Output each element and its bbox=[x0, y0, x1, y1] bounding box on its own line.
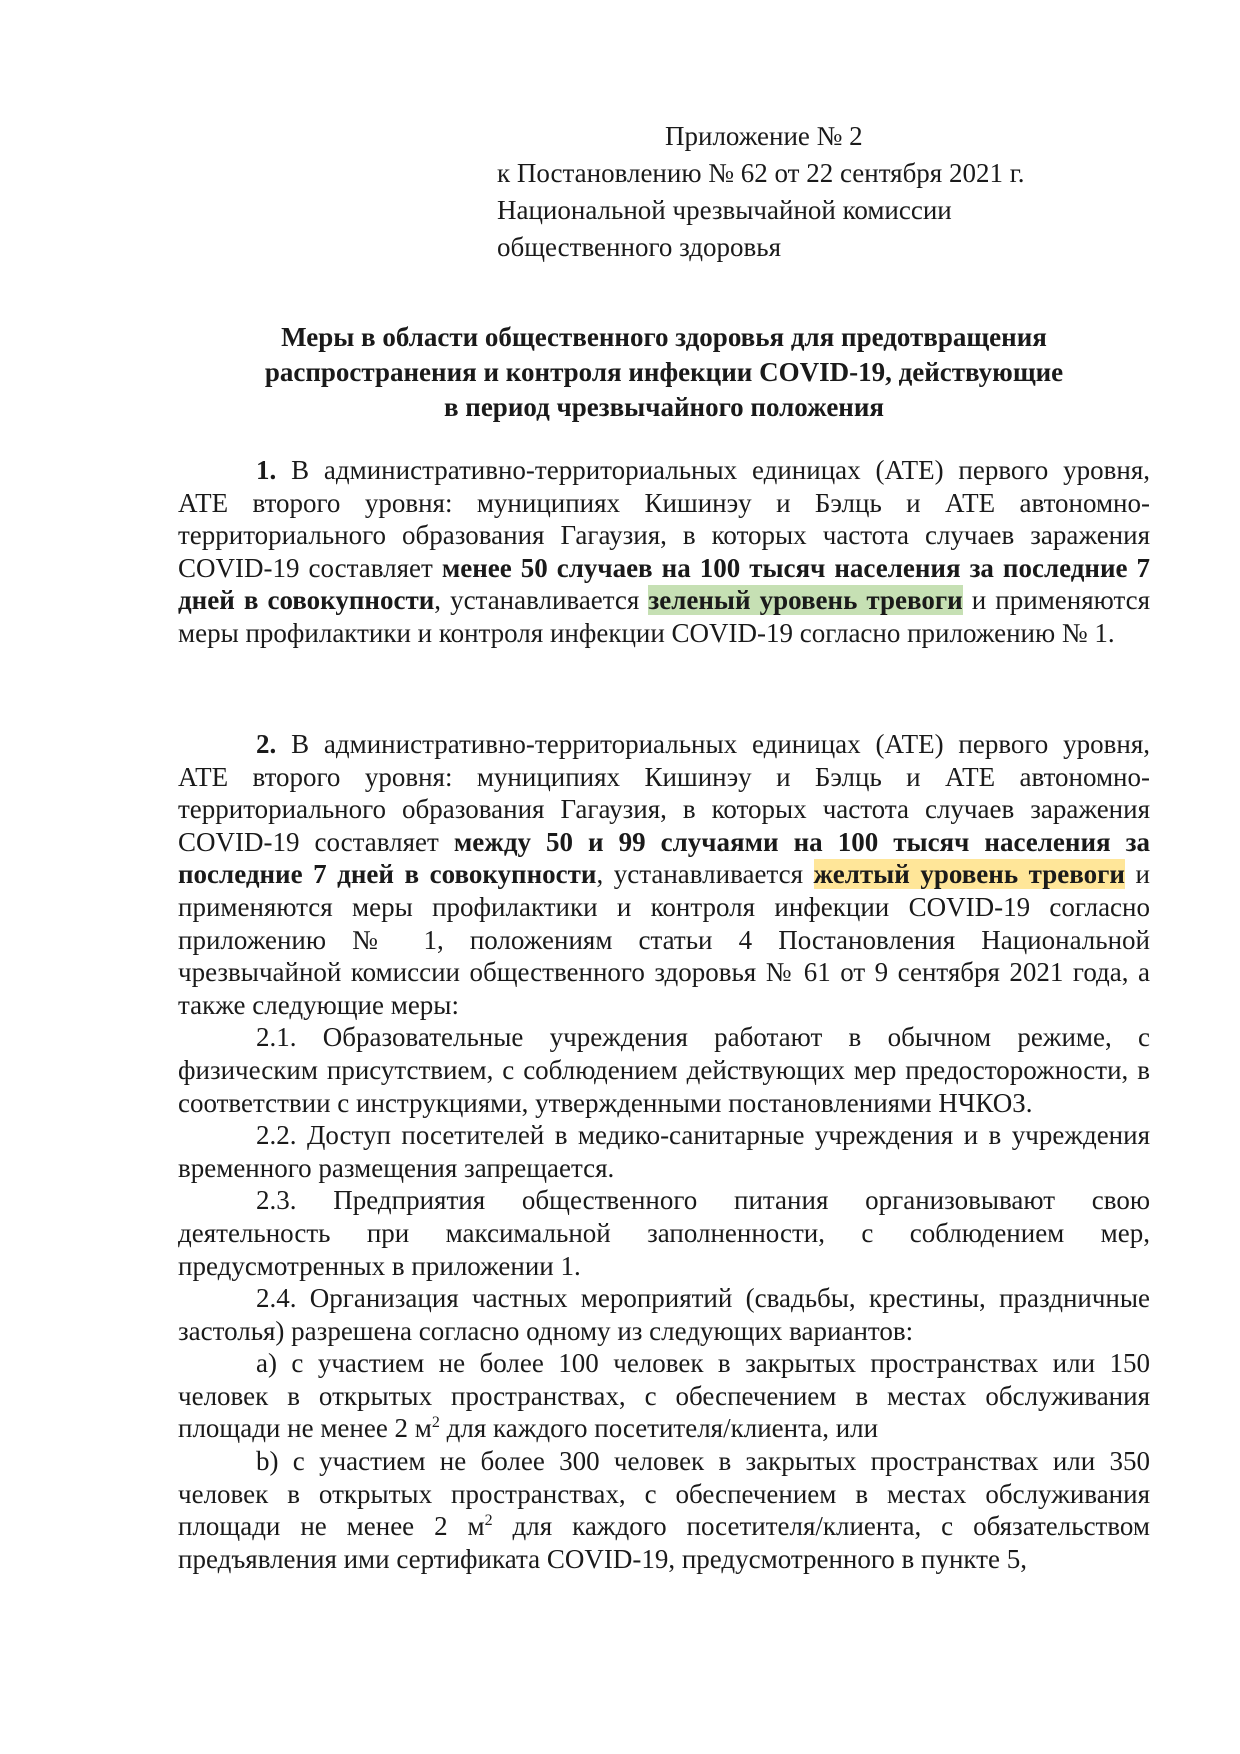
section-1-text-b: , устанавливается bbox=[434, 585, 649, 616]
green-alert-level: зеленый уровень тревоги bbox=[648, 585, 963, 616]
document-title bbox=[178, 320, 1150, 425]
item-2-1: 2.1. Образовательные учреждения работают в обычном режиме, с физическим присутствием, с соблюдением действующих мер предосторожности, в соответствии с инструкциями, утвержденными постановлениями НЧКОЗ. bbox=[178, 1022, 1150, 1118]
option-b-text-1: b) с участием не более 300 человек в закрытых пространствах или 350 человек в открытых пространствах, с обеспечением в местах обслуживания площади не менее 2 м bbox=[178, 1446, 1150, 1542]
option-a-text-2: для каждого посетителя/клиента, или bbox=[439, 1413, 879, 1444]
item-2-2: 2.2. Доступ посетителей в медико-санитарные учреждения и в учреждения временного размещения запрещается. bbox=[178, 1120, 1150, 1183]
option-b bbox=[178, 1445, 1150, 1575]
option-b-text-2: для каждого посетителя/клиента, с обязательством предъявления ими сертификата COVID-19, предусмотренного в пункте 5, bbox=[178, 1511, 1150, 1574]
option-b-superscript: 2 bbox=[484, 1512, 493, 1530]
attachment-number: Приложение № 2 bbox=[665, 121, 863, 151]
section-2 bbox=[178, 728, 1150, 1575]
option-a bbox=[178, 1347, 1150, 1445]
yellow-alert-level: желтый уровень тревоги bbox=[813, 859, 1125, 890]
attachment-issuer-line1: Национальной чрезвычайной комиссии bbox=[497, 195, 952, 225]
section-2-paragraph bbox=[178, 728, 1150, 1021]
section-2-bold-criteria: между 50 и 99 случаями на 100 тысяч населения за последние 7 дней в совокупности bbox=[178, 826, 1150, 890]
title-line-3: в период чрезвычайного положения bbox=[443, 392, 885, 422]
option-a-superscript: 2 bbox=[431, 1414, 440, 1432]
option-a-text-1: a) с участием не более 100 человек в закрытых пространствах или 150 человек в открытых пространствах, с обеспечением в местах обслуживания площади не менее 2 м bbox=[178, 1348, 1150, 1444]
section-1-text-a: В административно-территориальных единицах (АТЕ) первого уровня, АТЕ второго уровня: муниципиях Кишинэу и Бэлць и АТЕ автономно-территориального образования Гагаузия, в которых частота случаев заражения COVID-19 составляет bbox=[178, 455, 1150, 583]
title-line-1: Меры в области общественного здоровья для предотвращения bbox=[281, 322, 1047, 352]
section-1-number: 1. bbox=[256, 455, 277, 485]
item-2-3: 2.3. Предприятия общественного питания организовывают свою деятельность при максимальной заполненности, с соблюдением мер, предусмотренных в приложении 1. bbox=[178, 1185, 1150, 1281]
title-line-2: распространения и контроля инфекции COVID-19, действующие bbox=[264, 357, 1064, 387]
attachment-header bbox=[497, 118, 1177, 266]
section-2-text-a: В административно-территориальных единицах (АТЕ) первого уровня, АТЕ второго уровня: муниципиях Кишинэу и Бэлць и АТЕ автономно-территориального образования Гагаузия, в которых частота случаев заражения COVID-19 составляет bbox=[178, 729, 1150, 857]
section-2-text-b: , устанавливается bbox=[596, 859, 814, 890]
item-2-4: 2.4. Организация частных мероприятий (свадьбы, крестины, праздничные застолья) разрешена согласно одному из следующих вариантов: bbox=[178, 1283, 1150, 1346]
section-1 bbox=[178, 454, 1150, 650]
section-2-text-c: и применяются меры профилактики и контроля инфекции COVID-19 согласно приложению № 1, положениям статьи 4 Постановления Национальной чрезвычайной комиссии общественного здоровья № 61 от 9 сентября 2021 года, а также следующие меры: bbox=[178, 859, 1150, 1020]
section-1-paragraph bbox=[178, 454, 1150, 650]
section-1-text-c: и применяются меры профилактики и контроля инфекции COVID-19 согласно приложению № 1. bbox=[178, 585, 1150, 648]
section-1-bold-criteria: менее 50 случаев на 100 тысяч населения за последние 7 дней в совокупности bbox=[178, 552, 1150, 616]
section-2-number: 2. bbox=[256, 729, 277, 759]
attachment-reference: к Постановлению № 62 от 22 сентября 2021 г. bbox=[497, 158, 1025, 188]
attachment-issuer-line2: общественного здоровья bbox=[497, 232, 781, 262]
